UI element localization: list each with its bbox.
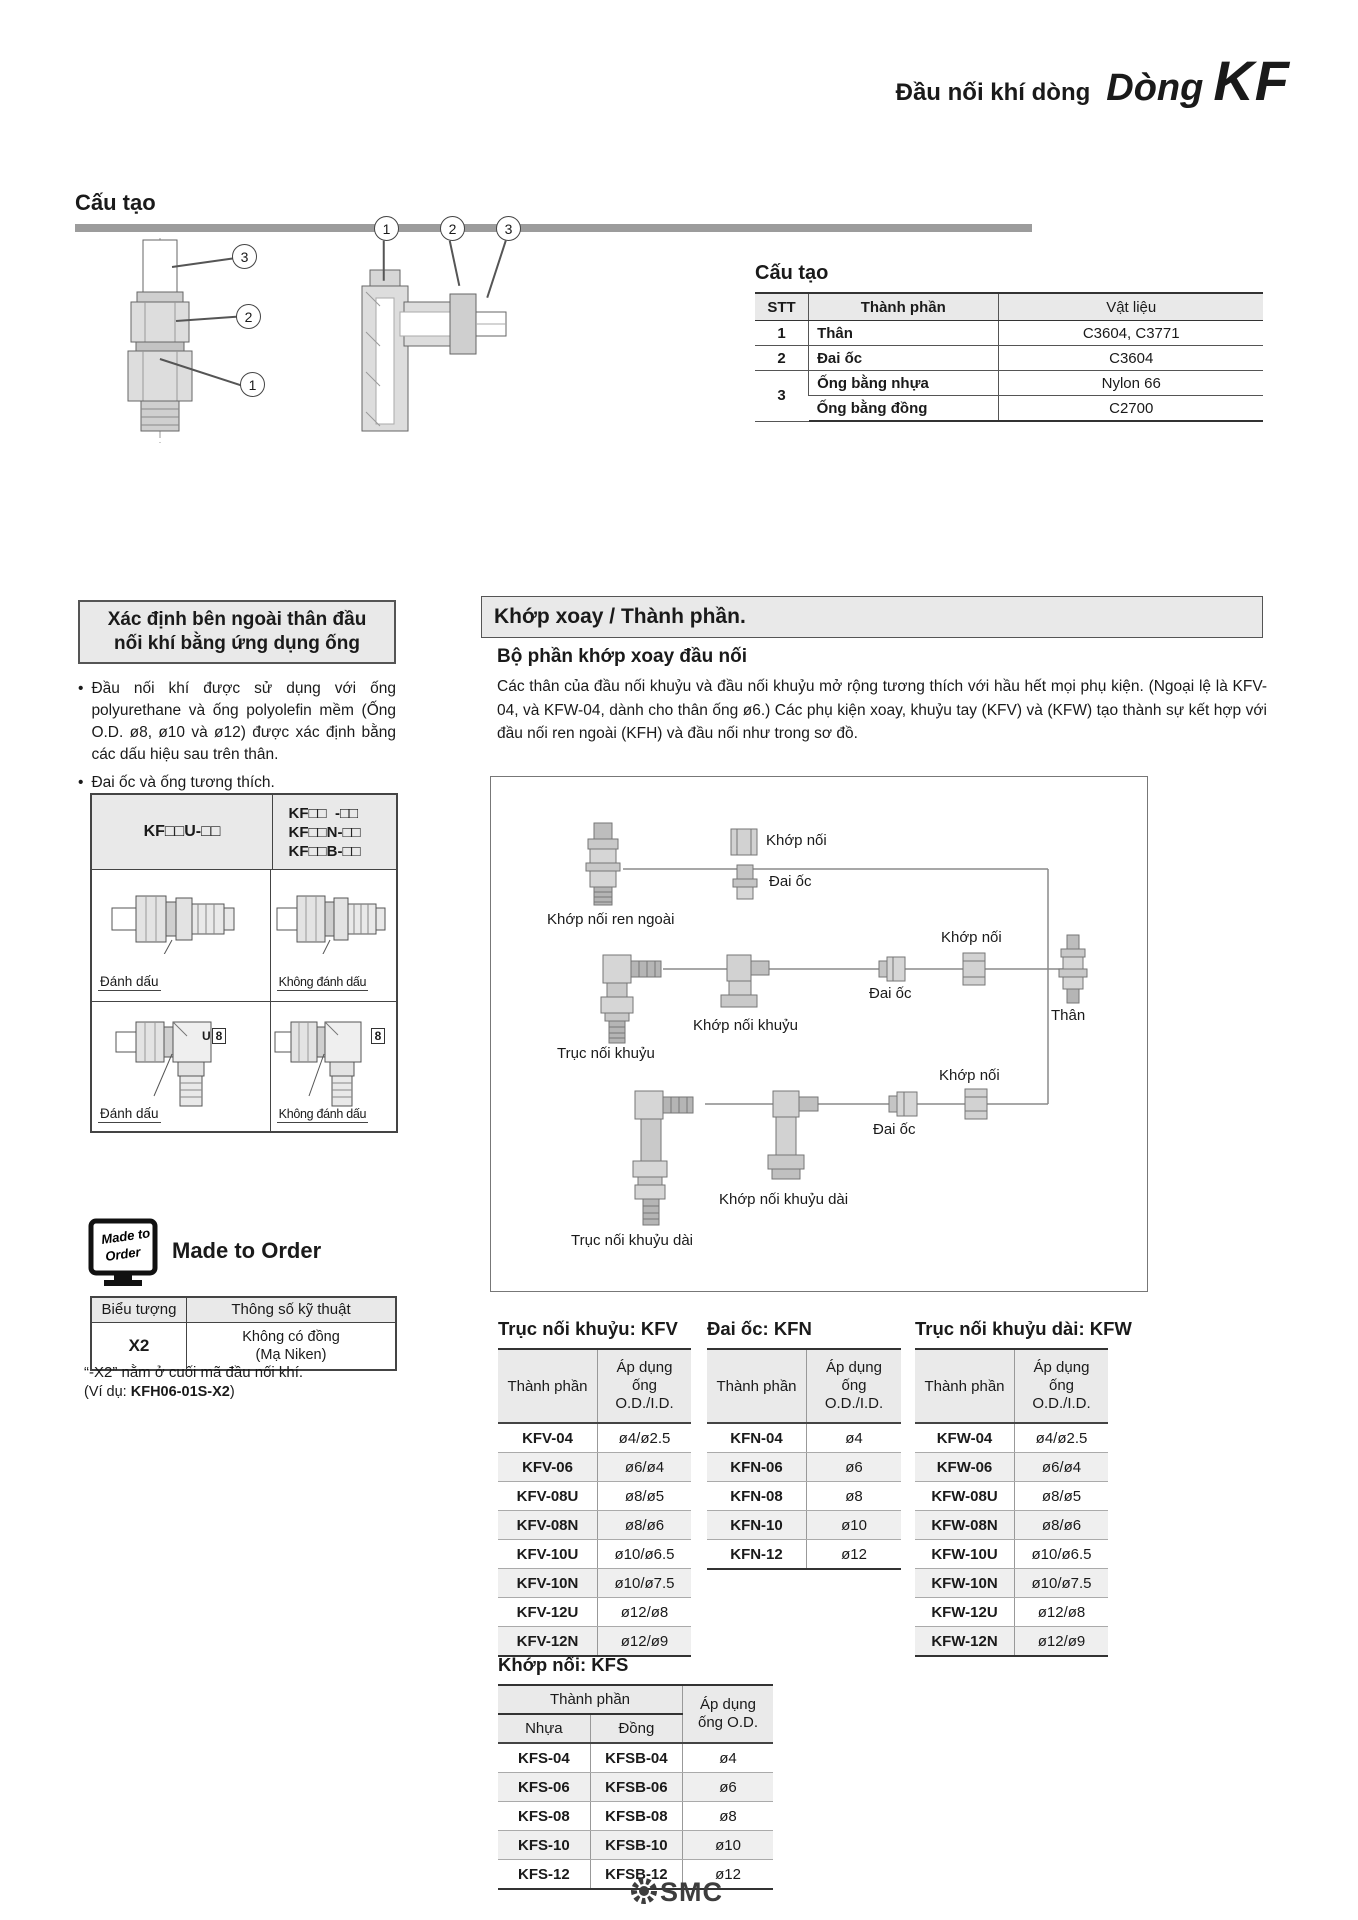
coupling-glyph bbox=[965, 1089, 987, 1119]
nut-glyph bbox=[879, 957, 905, 981]
nut-glyph bbox=[889, 1092, 917, 1116]
cell-part: KFV-04 bbox=[498, 1423, 598, 1453]
col-header-material: Vật liệu bbox=[999, 293, 1263, 321]
table-row bbox=[707, 1453, 901, 1482]
badge-text-line2: Order bbox=[104, 1244, 142, 1264]
table-row bbox=[755, 371, 1263, 396]
swivel-section-title: Khớp xoay / Thành phần. bbox=[494, 605, 746, 628]
unmarked-label: Không đánh dấu bbox=[278, 975, 367, 989]
u8-mark bbox=[202, 1028, 226, 1044]
cell-size: ø4 bbox=[683, 1743, 774, 1773]
table-row bbox=[498, 1743, 773, 1773]
unmarked-elbow-cell bbox=[271, 1002, 396, 1133]
cell-part: KFW-08U bbox=[915, 1482, 1015, 1511]
cell-part: KFV-10N bbox=[498, 1569, 598, 1598]
cell-size: ø6 bbox=[807, 1453, 902, 1482]
table-header-row bbox=[498, 1685, 773, 1714]
cell-brass: KFSB-12 bbox=[590, 1860, 682, 1890]
col-header-part: Thành phần bbox=[707, 1349, 807, 1423]
table-row bbox=[498, 1423, 691, 1453]
cell-size: ø12/ø9 bbox=[1015, 1627, 1109, 1657]
cell-part: KFN-08 bbox=[707, 1482, 807, 1511]
callout-leader bbox=[383, 241, 385, 281]
hdr-line: ống bbox=[631, 1377, 658, 1394]
table-row bbox=[755, 321, 1263, 346]
long-elbow-union-glyph bbox=[768, 1091, 818, 1179]
hdr-line: O.D./I.D. bbox=[824, 1395, 884, 1412]
table-row bbox=[707, 1423, 901, 1453]
table-row bbox=[915, 1482, 1108, 1511]
cell-material: C3604, C3771 bbox=[999, 321, 1263, 346]
cell-size: ø10 bbox=[807, 1511, 902, 1540]
made-to-order-example bbox=[84, 1384, 235, 1400]
table-row bbox=[498, 1511, 691, 1540]
straight-union-drawing bbox=[110, 884, 256, 954]
kfw-table-title: Trục nối khuỷu dài: KFW bbox=[915, 1318, 1132, 1339]
elbow-fitting-section-drawing bbox=[300, 242, 510, 437]
bullet-text: Đai ốc và ống tương thích. bbox=[91, 774, 275, 791]
cell-plastic: KFS-06 bbox=[498, 1773, 590, 1802]
cell-size: ø12 bbox=[807, 1540, 902, 1570]
unmarked-straight-cell bbox=[271, 870, 396, 1001]
cell-size: ø8 bbox=[807, 1482, 902, 1511]
cell-material: Nylon 66 bbox=[999, 371, 1263, 396]
cell-part: KFV-12N bbox=[498, 1627, 598, 1657]
callout-2: 2 bbox=[236, 304, 261, 329]
table-row bbox=[498, 1540, 691, 1569]
hdr-line: Áp dụng bbox=[700, 1696, 756, 1713]
cell-part: KFW-04 bbox=[915, 1423, 1015, 1453]
bullet-item bbox=[78, 772, 396, 794]
cell-part: KFN-10 bbox=[707, 1511, 807, 1540]
long-elbow-stud-label: Trục nối khuỷu dài bbox=[571, 1232, 694, 1249]
table-row bbox=[707, 1540, 901, 1570]
cell-plastic: KFS-04 bbox=[498, 1743, 590, 1773]
bullet-marker bbox=[78, 772, 83, 794]
identification-row-straight bbox=[92, 870, 396, 1002]
table-row bbox=[498, 1802, 773, 1831]
col-header-plastic: Nhựa bbox=[498, 1714, 590, 1743]
example-suffix: ) bbox=[229, 1384, 235, 1400]
kfn-table-title: Đai ốc: KFN bbox=[707, 1318, 812, 1339]
cell-brass: KFSB-06 bbox=[590, 1773, 682, 1802]
cell-size: ø10/ø6.5 bbox=[1015, 1540, 1109, 1569]
marked-straight-cell bbox=[92, 870, 271, 1001]
hdr-line: ống bbox=[1048, 1377, 1075, 1394]
table-row bbox=[915, 1627, 1108, 1657]
identification-title-line2: nối khí bằng ứng dụng ống bbox=[114, 633, 360, 654]
cell-size: ø6/ø4 bbox=[1015, 1453, 1109, 1482]
spec-line1: Không có đồng bbox=[242, 1329, 340, 1345]
identification-title-line1: Xác định bên ngoài thân đầu bbox=[107, 609, 367, 630]
cell-part: KFN-04 bbox=[707, 1423, 807, 1453]
table-row bbox=[915, 1423, 1108, 1453]
nut-glyph bbox=[733, 865, 757, 899]
cell-plastic: KFS-08 bbox=[498, 1802, 590, 1831]
coupling-glyph bbox=[963, 953, 985, 985]
cell-size: ø8/ø5 bbox=[598, 1482, 692, 1511]
cell-material: C3604 bbox=[999, 346, 1263, 371]
cell-size: ø4/ø2.5 bbox=[598, 1423, 692, 1453]
cell-size: ø8/ø5 bbox=[1015, 1482, 1109, 1511]
cell-size: ø10/ø7.5 bbox=[598, 1569, 692, 1598]
cell-part: Thân bbox=[809, 321, 999, 346]
construction-section-title: Cấu tạo bbox=[75, 190, 156, 215]
cell-symbol: X2 bbox=[92, 1323, 187, 1369]
made-to-order-note: “-X2” nằm ở cuối mã đầu nối khí. bbox=[84, 1364, 304, 1381]
cell-brass: KFSB-04 bbox=[590, 1743, 682, 1773]
coupling-label: Khớp nối bbox=[941, 929, 1002, 946]
table-row bbox=[707, 1482, 901, 1511]
cell-part: KFV-06 bbox=[498, 1453, 598, 1482]
hdr-line: O.D./I.D. bbox=[615, 1395, 674, 1412]
cell-part: KFW-08N bbox=[915, 1511, 1015, 1540]
table-row bbox=[915, 1569, 1108, 1598]
callout-1: 1 bbox=[374, 216, 399, 241]
kfw-table bbox=[915, 1348, 1108, 1657]
model-code: KF□□B-□□ bbox=[288, 842, 361, 860]
unmarked-label: Không đánh dấu bbox=[278, 1107, 367, 1121]
body-glyph bbox=[1059, 935, 1087, 1003]
cell-part: KFW-12U bbox=[915, 1598, 1015, 1627]
8-mark bbox=[371, 1028, 386, 1044]
header-subtitle: Đầu nối khí dòng bbox=[895, 79, 1091, 106]
spec-line2: (Mạ Niken) bbox=[255, 1347, 327, 1363]
elbow-union-glyph bbox=[721, 955, 769, 1007]
cell-part: Ống bằng nhựa bbox=[809, 371, 999, 396]
table-row bbox=[915, 1453, 1108, 1482]
male-connector-glyph bbox=[586, 823, 620, 905]
cell-size: ø8/ø6 bbox=[598, 1511, 692, 1540]
table-row bbox=[755, 396, 1263, 422]
cell-part: KFV-10U bbox=[498, 1540, 598, 1569]
elbow-stud-label: Trục nối khuỷu bbox=[557, 1045, 655, 1062]
elbow-stud-glyph bbox=[601, 955, 661, 1043]
table-row bbox=[498, 1569, 691, 1598]
table-header-row bbox=[915, 1349, 1108, 1423]
construction-table bbox=[755, 292, 1263, 422]
mark-8-boxed: 8 bbox=[371, 1028, 386, 1044]
coupling-label: Khớp nối bbox=[939, 1067, 1000, 1084]
cell-material: C2700 bbox=[999, 396, 1263, 422]
swivel-section-title-box bbox=[481, 596, 1263, 638]
table-row bbox=[915, 1540, 1108, 1569]
cell-no: 3 bbox=[755, 371, 809, 422]
table-row bbox=[707, 1511, 901, 1540]
body-label: Thân bbox=[1051, 1007, 1086, 1024]
marked-elbow-cell bbox=[92, 1002, 271, 1133]
coupling-label: Khớp nối bbox=[766, 832, 827, 849]
model-code-marked: KF□□U-□□ bbox=[92, 795, 273, 869]
col-header-no: STT bbox=[755, 293, 809, 321]
cell-size: ø6 bbox=[683, 1773, 774, 1802]
cell-plastic: KFS-12 bbox=[498, 1860, 590, 1890]
smc-logo-text: SMC bbox=[660, 1877, 723, 1907]
swivel-subtitle: Bộ phần khớp xoay đầu nối bbox=[497, 646, 747, 667]
cell-brass: KFSB-10 bbox=[590, 1831, 682, 1860]
cell-spec bbox=[187, 1323, 395, 1369]
table-row bbox=[498, 1453, 691, 1482]
col-header-spec: Thông số kỹ thuật bbox=[231, 1301, 351, 1318]
cell-size: ø10/ø7.5 bbox=[1015, 1569, 1109, 1598]
identification-table-header bbox=[92, 795, 396, 870]
bullet-item bbox=[78, 678, 396, 766]
cell-part: KFN-06 bbox=[707, 1453, 807, 1482]
callout-3: 3 bbox=[496, 216, 521, 241]
long-elbow-union-label: Khớp nối khuỷu dài bbox=[719, 1191, 849, 1208]
nut-label: Đai ốc bbox=[873, 1121, 916, 1138]
table-row bbox=[498, 1773, 773, 1802]
table-row bbox=[498, 1831, 773, 1860]
marked-label: Đánh dấu bbox=[100, 974, 159, 989]
cell-no: 2 bbox=[755, 346, 809, 371]
table-row bbox=[498, 1627, 691, 1657]
identification-title-box bbox=[78, 600, 396, 664]
cell-size: ø4 bbox=[807, 1423, 902, 1453]
mark-8-boxed: 8 bbox=[212, 1028, 227, 1044]
cell-part: KFV-08U bbox=[498, 1482, 598, 1511]
table-row bbox=[915, 1598, 1108, 1627]
hdr-line: ống bbox=[841, 1377, 867, 1394]
elbow-union-label: Khớp nối khuỷu bbox=[693, 1017, 798, 1034]
cell-size: ø12/ø8 bbox=[1015, 1598, 1109, 1627]
cell-part: KFW-06 bbox=[915, 1453, 1015, 1482]
cell-part: KFV-08N bbox=[498, 1511, 598, 1540]
table-row bbox=[92, 1323, 395, 1369]
coupling-glyph bbox=[731, 829, 757, 855]
col-header-part: Thành phần bbox=[809, 293, 999, 321]
section-divider-bar bbox=[75, 224, 1032, 232]
hdr-line: O.D./I.D. bbox=[1032, 1395, 1091, 1412]
mark-u: U bbox=[202, 1029, 211, 1043]
table-header-row bbox=[707, 1349, 901, 1423]
hdr-line: Áp dụng bbox=[1033, 1359, 1090, 1376]
swivel-paragraph: Các thân của đầu nối khuỷu và đầu nối khuỷu mở rộng tương thích với hầu hết mọi phụ kiện. (Ngoại lệ là KFV-04, và KFW-04, dành cho thân ống ø6.) Các phụ kiện xoay, khuỷu tay (KFV) và (KFW) tạo thành sự kết hợp với đầu nối ren ngoài (KFH) và đầu nối như trong sơ đồ. bbox=[497, 678, 1267, 742]
col-header-tube bbox=[598, 1349, 692, 1423]
col-header-tube bbox=[807, 1349, 902, 1423]
bullet-marker bbox=[78, 678, 83, 766]
identification-row-elbow bbox=[92, 1002, 396, 1133]
callout-1: 1 bbox=[240, 372, 265, 397]
col-header-brass: Đồng bbox=[590, 1714, 682, 1743]
model-codes-unmarked bbox=[273, 795, 396, 869]
cell-size: ø6/ø4 bbox=[598, 1453, 692, 1482]
nut-label: Đai ốc bbox=[869, 985, 912, 1002]
table-header-row bbox=[498, 1349, 691, 1423]
made-to-order-table bbox=[90, 1296, 397, 1371]
table-row bbox=[915, 1511, 1108, 1540]
diagram-shapes bbox=[491, 777, 1147, 1291]
cell-part: Ống bằng đồng bbox=[809, 396, 999, 422]
cell-no: 1 bbox=[755, 321, 809, 346]
col-header-tube bbox=[683, 1685, 774, 1743]
cell-part: KFW-10N bbox=[915, 1569, 1015, 1598]
cell-part: KFN-12 bbox=[707, 1540, 807, 1570]
cell-size: ø8/ø6 bbox=[1015, 1511, 1109, 1540]
callout-3: 3 bbox=[232, 244, 257, 269]
kfs-table-title: Khớp nối: KFS bbox=[498, 1654, 629, 1675]
col-group-part: Thành phần bbox=[498, 1685, 683, 1714]
straight-fitting-drawing bbox=[95, 238, 235, 443]
cell-part: KFW-12N bbox=[915, 1627, 1015, 1657]
made-to-order-title: Made to Order bbox=[172, 1238, 322, 1263]
col-header-symbol: Biểu tượng bbox=[92, 1298, 187, 1322]
long-elbow-stud-glyph bbox=[633, 1091, 693, 1225]
table-header-row bbox=[92, 1298, 395, 1323]
smc-logo bbox=[628, 1872, 732, 1910]
marked-label: Đánh dấu bbox=[100, 1106, 159, 1121]
nut-label: Đai ốc bbox=[769, 873, 812, 890]
kfn-table bbox=[707, 1348, 901, 1570]
hdr-line: Áp dụng bbox=[826, 1359, 882, 1376]
model-code: KF□□N-□□ bbox=[288, 823, 361, 841]
table-header-row bbox=[755, 293, 1263, 321]
cell-part: KFV-12U bbox=[498, 1598, 598, 1627]
cell-size: ø10/ø6.5 bbox=[598, 1540, 692, 1569]
example-prefix: (Ví dụ: bbox=[84, 1384, 131, 1400]
construction-table-title: Cấu tạo bbox=[755, 262, 829, 284]
col-header-part: Thành phần bbox=[498, 1349, 598, 1423]
cell-size: ø10 bbox=[683, 1831, 774, 1860]
cell-size: ø12/ø8 bbox=[598, 1598, 692, 1627]
model-code: KF□□ -□□ bbox=[288, 804, 359, 822]
cell-part: KFW-10U bbox=[915, 1540, 1015, 1569]
header-series-name: Dòng bbox=[1106, 67, 1204, 109]
hdr-line: Áp dụng bbox=[616, 1359, 673, 1376]
table-row bbox=[498, 1482, 691, 1511]
cell-plastic: KFS-10 bbox=[498, 1831, 590, 1860]
identification-table bbox=[90, 793, 398, 1133]
bullet-text: Đầu nối khí được sử dụng với ống polyurethane và ống polyolefin mềm (Ống O.D. ø8, ø10 và ø12) được xác định bằng các dấu hiệu sau trên thân. bbox=[91, 680, 396, 763]
hdr-line: ống O.D. bbox=[697, 1714, 759, 1731]
header-series-code: KF bbox=[1213, 49, 1290, 112]
badge-text-line1: Made to bbox=[100, 1225, 152, 1247]
cell-size: ø4/ø2.5 bbox=[1015, 1423, 1109, 1453]
cell-size: ø8 bbox=[683, 1802, 774, 1831]
cell-size: ø12/ø9 bbox=[598, 1627, 692, 1657]
swivel-components-diagram bbox=[490, 776, 1148, 1292]
made-to-order-badge-icon bbox=[88, 1218, 162, 1290]
table-row bbox=[755, 346, 1263, 371]
col-header-part: Thành phần bbox=[915, 1349, 1015, 1423]
identification-bullets bbox=[78, 678, 396, 800]
example-code: KFH06-01S-X2 bbox=[130, 1384, 230, 1400]
cell-brass: KFSB-08 bbox=[590, 1802, 682, 1831]
col-header-tube bbox=[1015, 1349, 1109, 1423]
kfv-table-title: Trục nối khuỷu: KFV bbox=[498, 1318, 678, 1339]
cell-part: Đai ốc bbox=[809, 346, 999, 371]
kfv-table bbox=[498, 1348, 691, 1657]
straight-union-drawing bbox=[275, 884, 397, 954]
kfs-table bbox=[498, 1684, 773, 1890]
cell-size: ø12 bbox=[683, 1860, 774, 1890]
male-connector-label: Khớp nối ren ngoài bbox=[547, 911, 675, 928]
page-header bbox=[896, 48, 1290, 113]
table-row bbox=[498, 1598, 691, 1627]
callout-2: 2 bbox=[440, 216, 465, 241]
